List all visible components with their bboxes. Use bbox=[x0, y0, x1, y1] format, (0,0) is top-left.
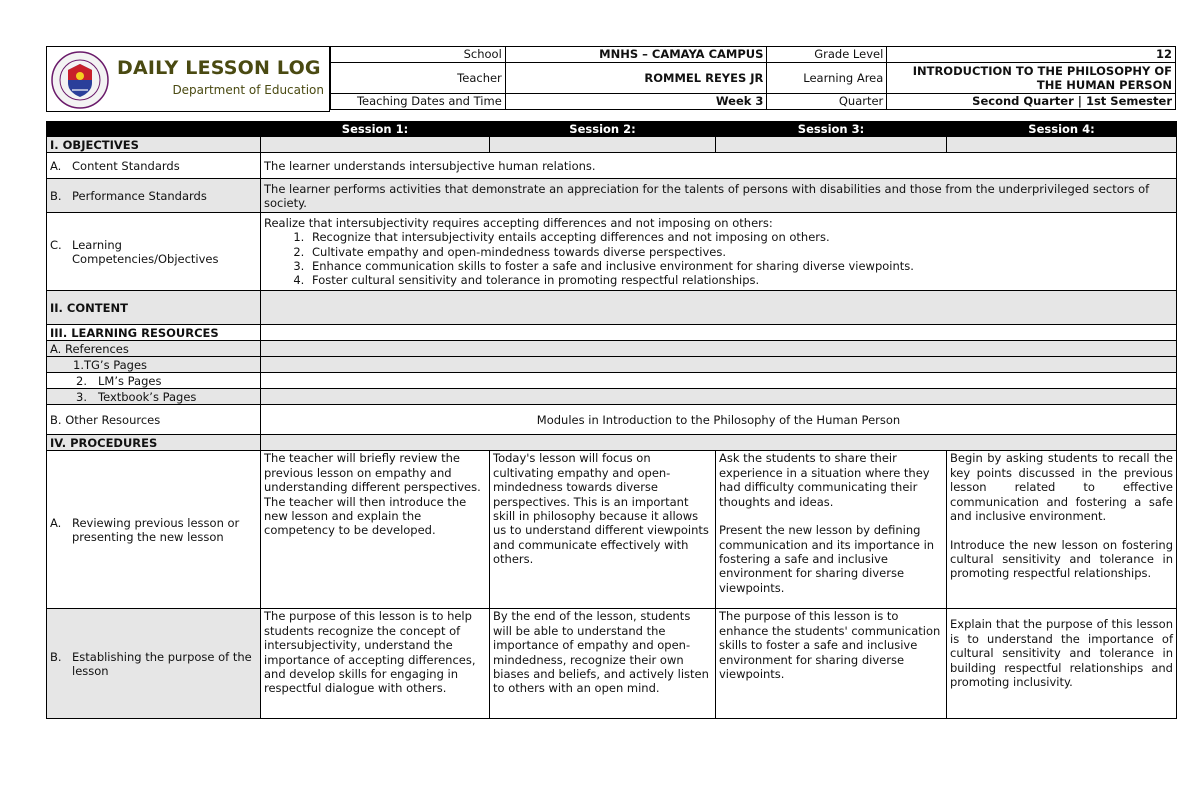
lesson-table: Session 1: Session 2: Session 3: Session 4: I. OBJECTIVES A. Content Standards The learner understands intersubjective human relations. B. Performance Standards The learner performs activities that demonstrate an appreciation for the talents of persons with disabilities and those from the underprivileged sectors of society. C. Learning Competencies/Objectives Realize that intersubjectivity requires accepting differences and not imposing on others: 1. Recognize that intersubjectivity entails accepting differences and not imposing on others. 2. Cultivate empathy and open-mindedness towards diverse perspectives. 3. Enhance communication skills to foster a safe and inclusive environment for sharing diverse viewpoints. 4. Foster cultural sensitivity and tolerance in promoting respectful relationships. II. CONTENT III. LEARNING RESOURCES A. References 1.TG’s Pages 2. LM’s Pages 3. Textbook’s Pages B. Other Resources Modules in Introduction to the Philosophy of the Human Person IV. PROCEDURES A. Reviewing previous lesson or presenting the new lesson The teacher will briefly review the previous lesson on empathy and understanding different perspectives. The teacher will then introduce the new lesson and explain the competency to be developed. Today's lesson will focus on cultivating empathy and open-mindedness towards diverse perspectives. This is an important skill in philosophy because it allows us to understand different viewpoints and communicate effectively with others. Ask the students to share their experience in a situation where they had difficulty communicating their thoughts and ideas. Present the new lesson by defining communication and its importance in fostering a safe and inclusive environment for sharing diverse viewpoints. Begin by asking students to recall the key points discussed in the previous lesson related to effective communication and fostering a safe and inclusive environment. Introduce the new lesson on fostering cultural sensitivity and tolerance in promoting respectful relationships. B. Establishing the purpose of the lesson The purpose of this lesson is to help students recognize the concept of intersubjectivity, understand the importance of accepting differences, and develop skills for engaging in respectful dialogue with others. By the end of the lesson, students will be able to understand the importance of empathy and open-mindedness, recognize their own biases and beliefs, and actively listen to others with an open mind. The purpose of this lesson is to enhance the students' communication skills to foster a safe and inclusive environment for sharing diverse viewpoints. Explain that the purpose of this lesson is to understand the importance of cultural sensitivity and tolerance in building respectful relationships and promoting inclusivity. bbox=[46, 121, 1177, 719]
references-label: A. References bbox=[47, 341, 261, 357]
proc-a-session-3-p1: Ask the students to share their experience in a situation where they had difficulty communicating their thoughts and ideas. bbox=[719, 451, 930, 509]
proc-a-session-1: The teacher will briefly review the previous lesson on empathy and understanding different perspectives. The teacher will then introduce the new lesson and explain the competency to be developed. bbox=[261, 451, 490, 609]
proc-a-session-3-p2: Present the new lesson by defining communication and its importance in fostering a safe and inclusive environment for sharing diverse viewpoints. bbox=[719, 523, 935, 595]
teacher-value: ROMMEL REYES JR bbox=[505, 63, 767, 94]
textbook-pages-label: Textbook’s Pages bbox=[98, 389, 197, 404]
grade-value: 12 bbox=[887, 47, 1176, 63]
header-box bbox=[46, 46, 330, 112]
session-4-header: Session 4: bbox=[947, 122, 1177, 137]
proc-b-session-4: Explain that the purpose of this lesson is to understand the importance of cultural sensitivity and tolerance in building respectful relationships and promoting inclusivity. bbox=[947, 609, 1177, 719]
deped-seal-icon bbox=[50, 50, 110, 110]
content-standards-letter: A. bbox=[50, 158, 62, 173]
content-standards-value: The learner understands intersubjective human relations. bbox=[261, 153, 1177, 179]
page-subtitle: Department of Education bbox=[172, 83, 324, 97]
competency-item: 4. Foster cultural sensitivity and tolerance in promoting respectful relationships. bbox=[308, 273, 1173, 287]
session-header-row bbox=[47, 122, 1177, 137]
competency-item: 3. Enhance communication skills to foster a safe and inclusive environment for sharing diverse viewpoints. bbox=[308, 259, 1173, 273]
proc-b-label: Establishing the purpose of the lesson bbox=[72, 649, 252, 678]
proc-a-session-2: Today's lesson will focus on cultivating empathy and open-mindedness towards diverse perspectives. This is an important skill in philosophy because it allows us to understand different viewpoints and communicate effectively with others. bbox=[490, 451, 716, 609]
performance-standards-label: Performance Standards bbox=[72, 188, 207, 203]
content-heading: II. CONTENT bbox=[47, 291, 261, 325]
resources-heading: III. LEARNING RESOURCES bbox=[47, 325, 261, 341]
proc-b-letter: B. bbox=[50, 649, 62, 664]
quarter-label: Quarter bbox=[767, 94, 887, 110]
info-table bbox=[330, 46, 1176, 110]
competencies-intro: Realize that intersubjectivity requires accepting differences and not imposing on others: bbox=[264, 215, 773, 230]
proc-a-session-4-p2: Introduce the new lesson on fostering cultural sensitivity and tolerance in promoting respectful relationships. bbox=[950, 537, 1173, 581]
school-label: School bbox=[331, 47, 506, 63]
performance-standards-letter: B. bbox=[50, 188, 62, 203]
proc-a-session-3 bbox=[716, 451, 947, 609]
procedures-heading: IV. PROCEDURES bbox=[47, 435, 261, 451]
competencies-letter: C. bbox=[50, 237, 62, 252]
proc-a-label: Reviewing previous lesson or presenting the new lesson bbox=[72, 515, 240, 544]
other-resources-value: Modules in Introduction to the Philosophy of the Human Person bbox=[261, 405, 1177, 435]
proc-a-session-4-p1: Begin by asking students to recall the key points discussed in the previous lesson related to effective communication and fostering a safe and inclusive environment. bbox=[950, 451, 1173, 523]
competency-item: 2. Cultivate empathy and open-mindedness towards diverse perspectives. bbox=[308, 245, 1173, 259]
competencies-value bbox=[261, 213, 1177, 291]
proc-b-session-1: The purpose of this lesson is to help students recognize the concept of intersubjectivity, understand the importance of accepting differences, and develop skills for engaging in respectful dialogue with others. bbox=[261, 609, 490, 719]
content-standards-label: Content Standards bbox=[72, 158, 180, 173]
proc-b-session-2: By the end of the lesson, students will be able to understand the importance of empathy and open-mindedness, recognize their own biases and beliefs, and actively listen to others with an open mind. bbox=[490, 609, 716, 719]
tg-pages-label: 1.TG’s Pages bbox=[47, 357, 261, 373]
competencies-list bbox=[264, 230, 1173, 288]
proc-a-letter: A. bbox=[50, 515, 62, 530]
dates-value: Week 3 bbox=[505, 94, 767, 110]
other-resources-label: B. Other Resources bbox=[47, 405, 261, 435]
area-label: Learning Area bbox=[767, 63, 887, 94]
proc-a-session-4 bbox=[947, 451, 1177, 609]
proc-b-session-3: The purpose of this lesson is to enhance the students' communication skills to foster a safe and inclusive environment for sharing diverse viewpoints. bbox=[716, 609, 947, 719]
teacher-label: Teacher bbox=[331, 63, 506, 94]
session-3-header: Session 3: bbox=[716, 122, 947, 137]
competency-item: 1. Recognize that intersubjectivity entails accepting differences and not imposing on others. bbox=[308, 230, 1173, 244]
area-value: INTRODUCTION TO THE PHILOSOPHY OF THE HUMAN PERSON bbox=[887, 63, 1176, 94]
objectives-heading: I. OBJECTIVES bbox=[47, 137, 261, 153]
competencies-label: Learning Competencies/Objectives bbox=[72, 237, 219, 266]
performance-standards-value: The learner performs activities that demonstrate an appreciation for the talents of persons with disabilities and those from the underprivileged sectors of society. bbox=[261, 179, 1177, 213]
grade-label: Grade Level bbox=[767, 47, 887, 63]
quarter-value: Second Quarter | 1st Semester bbox=[887, 94, 1176, 110]
session-1-header: Session 1: bbox=[261, 122, 490, 137]
school-value: MNHS – CAMAYA CAMPUS bbox=[505, 47, 767, 63]
session-2-header: Session 2: bbox=[490, 122, 716, 137]
dates-label: Teaching Dates and Time bbox=[331, 94, 506, 110]
lm-pages-label: LM’s Pages bbox=[98, 373, 162, 388]
page-title: DAILY LESSON LOG bbox=[117, 57, 321, 79]
